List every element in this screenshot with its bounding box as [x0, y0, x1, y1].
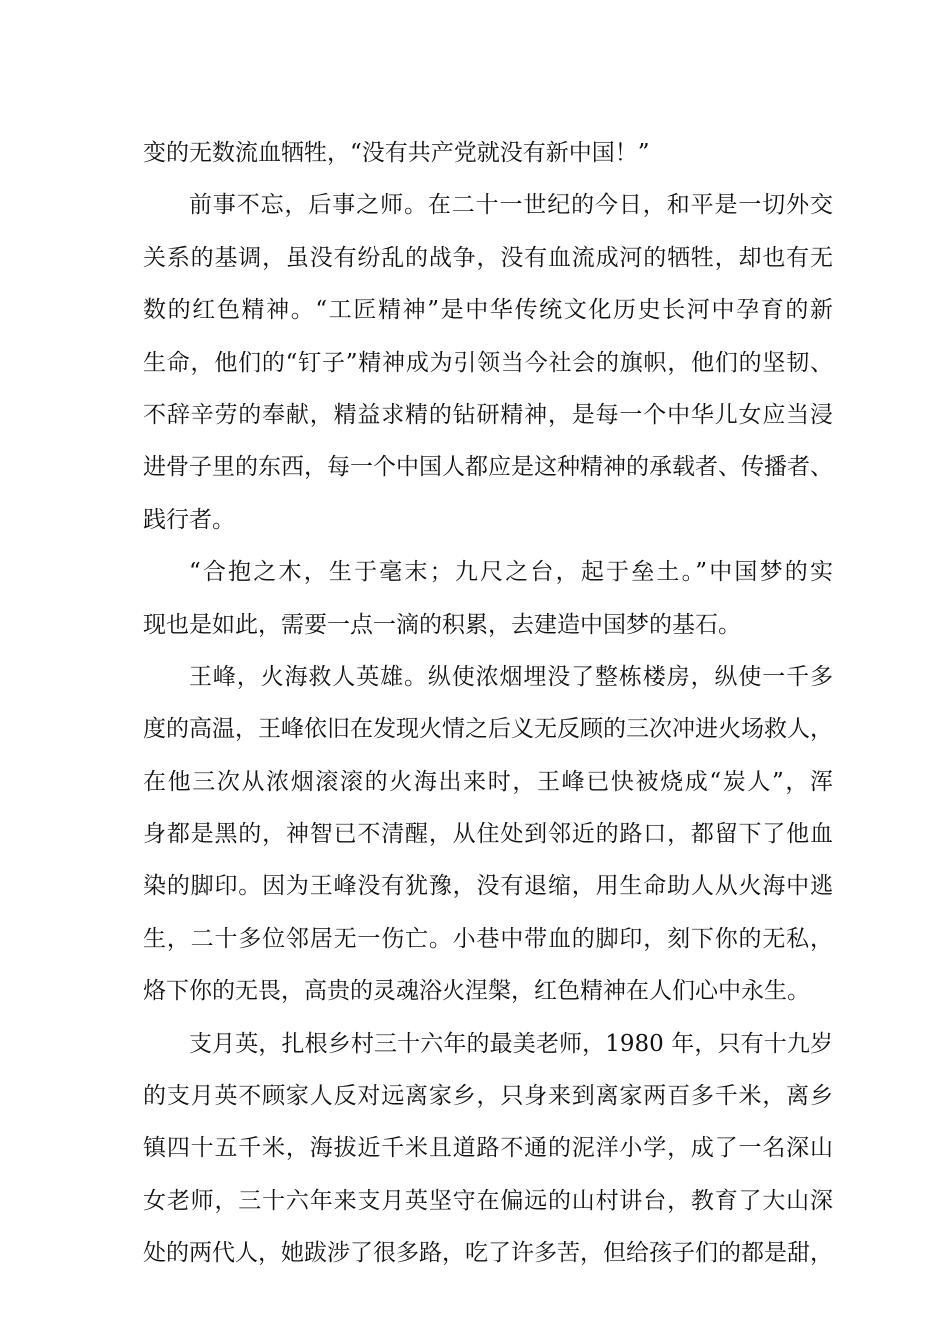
- text-line: 支月英，扎根乡村三十六年的最美老师，1980 年，只有十九岁: [189, 1030, 833, 1057]
- text-line: “合抱之木，生于毫末；九尺之台，起于垒土。”中国梦的实: [189, 559, 833, 586]
- text-line: 镇四十五千米，海拔近千米且道路不通的泥洋小学，成了一名深山: [143, 1135, 833, 1162]
- text-line: 前事不忘，后事之师。在二十一世纪的今日，和平是一切外交: [189, 192, 833, 219]
- text-line: 不辞辛劳的奉献，精益求精的钻研精神，是每一个中华儿女应当浸: [143, 401, 833, 428]
- text-line: 度的高温，王峰依旧在发现火情之后义无反顾的三次冲进火场救人，: [143, 716, 833, 743]
- text-line: 现也是如此，需要一点一滴的积累，去建造中国梦的基石。: [143, 611, 741, 638]
- text-line: 进骨子里的东西，每一个中国人都应是这种精神的承载者、传播者、: [143, 454, 833, 481]
- text-line: 王峰，火海救人英雄。纵使浓烟埋没了整栋楼房，纵使一千多: [189, 663, 833, 690]
- text-line: 变的无数流血牺牲，“没有共产党就没有新中国！”: [143, 140, 650, 166]
- text-line: 染的脚印。因为王峰没有犹豫，没有退缩，用生命助人从火海中逃: [143, 873, 833, 900]
- text-line: 践行者。: [143, 506, 235, 533]
- document-body: [143, 127, 833, 1280]
- text-line: 关系的基调，虽没有纷乱的战争，没有血流成河的牺牲，却也有无: [143, 244, 833, 271]
- text-line: 处的两代人，她跋涉了很多路，吃了许多苦，但给孩子们的都是甜，: [143, 1240, 833, 1267]
- text-line: 烙下你的无畏，高贵的灵魂浴火涅槃，红色精神在人们心中永生。: [143, 978, 810, 1005]
- text-line: 的支月英不顾家人反对远离家乡，只身来到离家两百多千米，离乡: [143, 1083, 833, 1110]
- text-line: 在他三次从浓烟滚滚的火海出来时，王峰已快被烧成“炭人”，浑: [143, 768, 833, 795]
- text-line: 女老师，三十六年来支月英坚守在偏远的山村讲台，教育了大山深: [143, 1187, 833, 1214]
- text-line: 数的红色精神。“工匠精神”是中华传统文化历史长河中孕育的新: [143, 297, 833, 324]
- text-line: 生命，他们的“钉子”精神成为引领当今社会的旗帜，他们的坚韧、: [143, 349, 833, 376]
- text-line: 身都是黑的，神智已不清醒，从住处到邻近的路口，都留下了他血: [143, 821, 833, 848]
- text-line: 生，二十多位邻居无一伤亡。小巷中带血的脚印，刻下你的无私，: [143, 925, 833, 952]
